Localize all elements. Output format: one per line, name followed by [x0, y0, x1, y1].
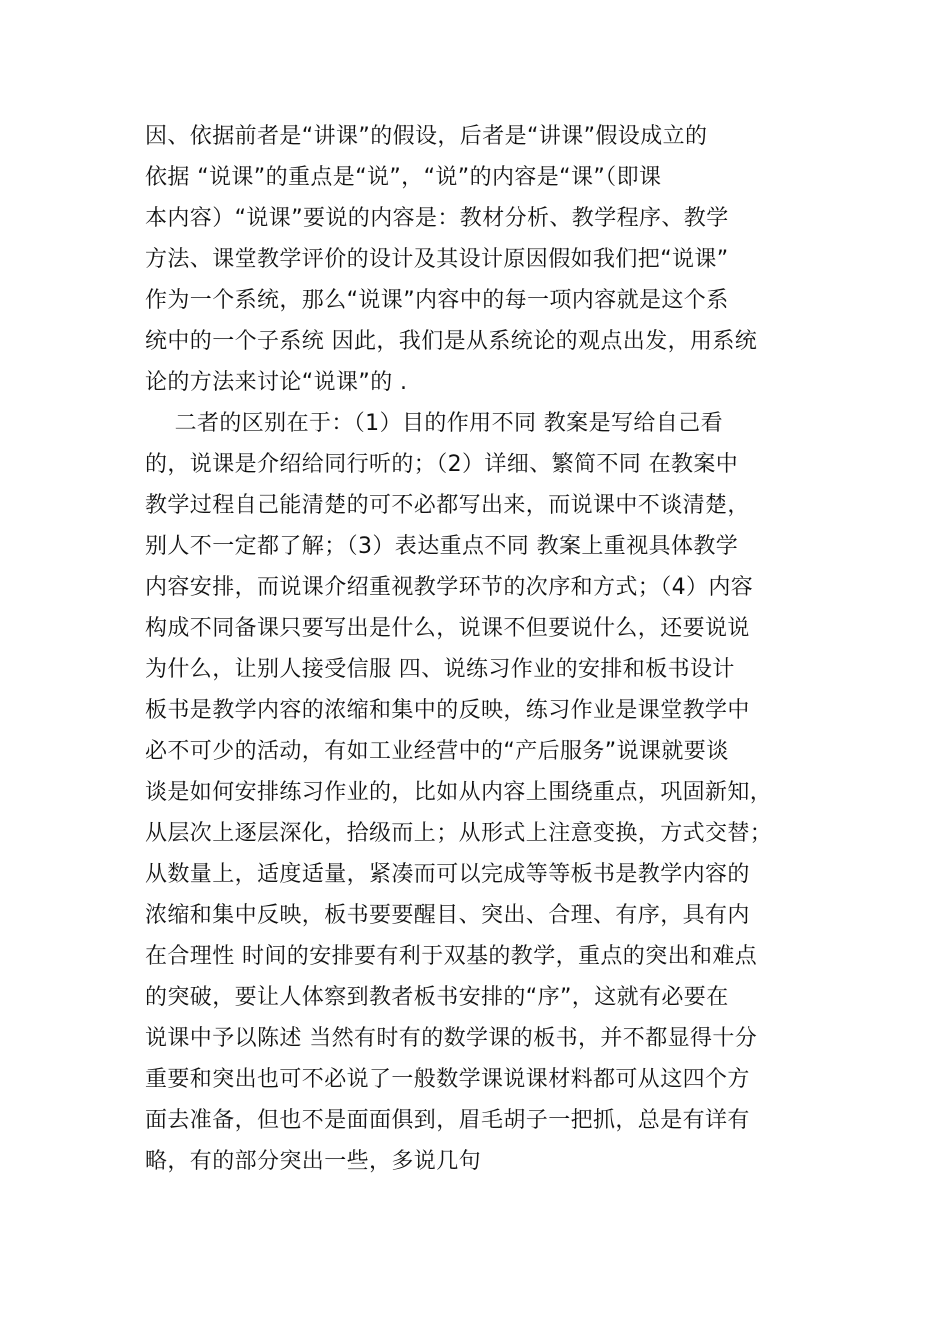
- text-line: 略，有的部分突出一些，多说几句: [145, 1149, 482, 1174]
- text-line: 因、依据前者是“讲课”的假设，后者是“讲课”假设成立的: [145, 124, 708, 149]
- text-line: 别人不一定都了解；（3）表达重点不同 教案上重视具体教学: [145, 534, 739, 559]
- text-line: 重要和突出也可不必说了一般数学课说课材料都可从这四个方: [145, 1067, 750, 1092]
- text-line: 从数量上，适度适量，紧凑而可以完成等等板书是教学内容的: [145, 862, 750, 887]
- text-line: 论的方法来讨论“说课”的 .: [145, 370, 408, 395]
- text-line: 作为一个系统，那么“说课”内容中的每一项内容就是这个系: [145, 288, 729, 313]
- text-line: 本内容）“说课”要说的内容是：教材分析、教学程序、教学: [145, 206, 729, 231]
- text-line: 内容安排，而说课介绍重视教学环节的次序和方式；（4）内容: [145, 575, 754, 600]
- text-line: 教学过程自己能清楚的可不必都写出来，而说课中不谈清楚，: [145, 493, 750, 518]
- text-line: 为什么，让别人接受信服 四、说练习作业的安排和板书设计: [145, 657, 735, 682]
- text-line: 谈是如何安排练习作业的，比如从内容上围绕重点，巩固新知，: [145, 780, 773, 805]
- text-line: 板书是教学内容的浓缩和集中的反映，练习作业是课堂教学中: [145, 698, 750, 723]
- text-line: 二者的区别在于：（1）目的作用不同 教案是写给自己看: [145, 411, 723, 436]
- text-line: 浓缩和集中反映，板书要要醒目、突出、合理、有序，具有内: [145, 903, 750, 928]
- text-line: 必不可少的活动，有如工业经营中的“产后服务”说课就要谈: [145, 739, 729, 764]
- text-line: 方法、课堂教学评价的设计及其设计原因假如我们把“说课”: [145, 247, 729, 272]
- text-line: 统中的一个子系统 因此，我们是从系统论的观点出发，用系统: [145, 329, 758, 354]
- text-line: 依据 “说课”的重点是“说”，“说”的内容是“课”（即课: [145, 165, 662, 190]
- text-line: 在合理性 时间的安排要有利于双基的教学，重点的突出和难点: [145, 944, 758, 969]
- text-line: 构成不同备课只要写出是什么，说课不但要说什么，还要说说: [145, 616, 750, 641]
- text-line: 面去准备，但也不是面面俱到，眉毛胡子一把抓，总是有详有: [145, 1108, 750, 1133]
- text-line: 的突破，要让人体察到教者板书安排的“序”，这就有必要在: [145, 985, 729, 1010]
- text-line: 说课中予以陈述 当然有时有的数学课的板书，并不都显得十分: [145, 1026, 758, 1051]
- text-line: 从层次上逐层深化，拾级而上；从形式上注意变换，方式交替；: [145, 821, 773, 846]
- text-line: 的，说课是介绍给同行听的；（2）详细、繁简不同 在教案中: [145, 452, 739, 477]
